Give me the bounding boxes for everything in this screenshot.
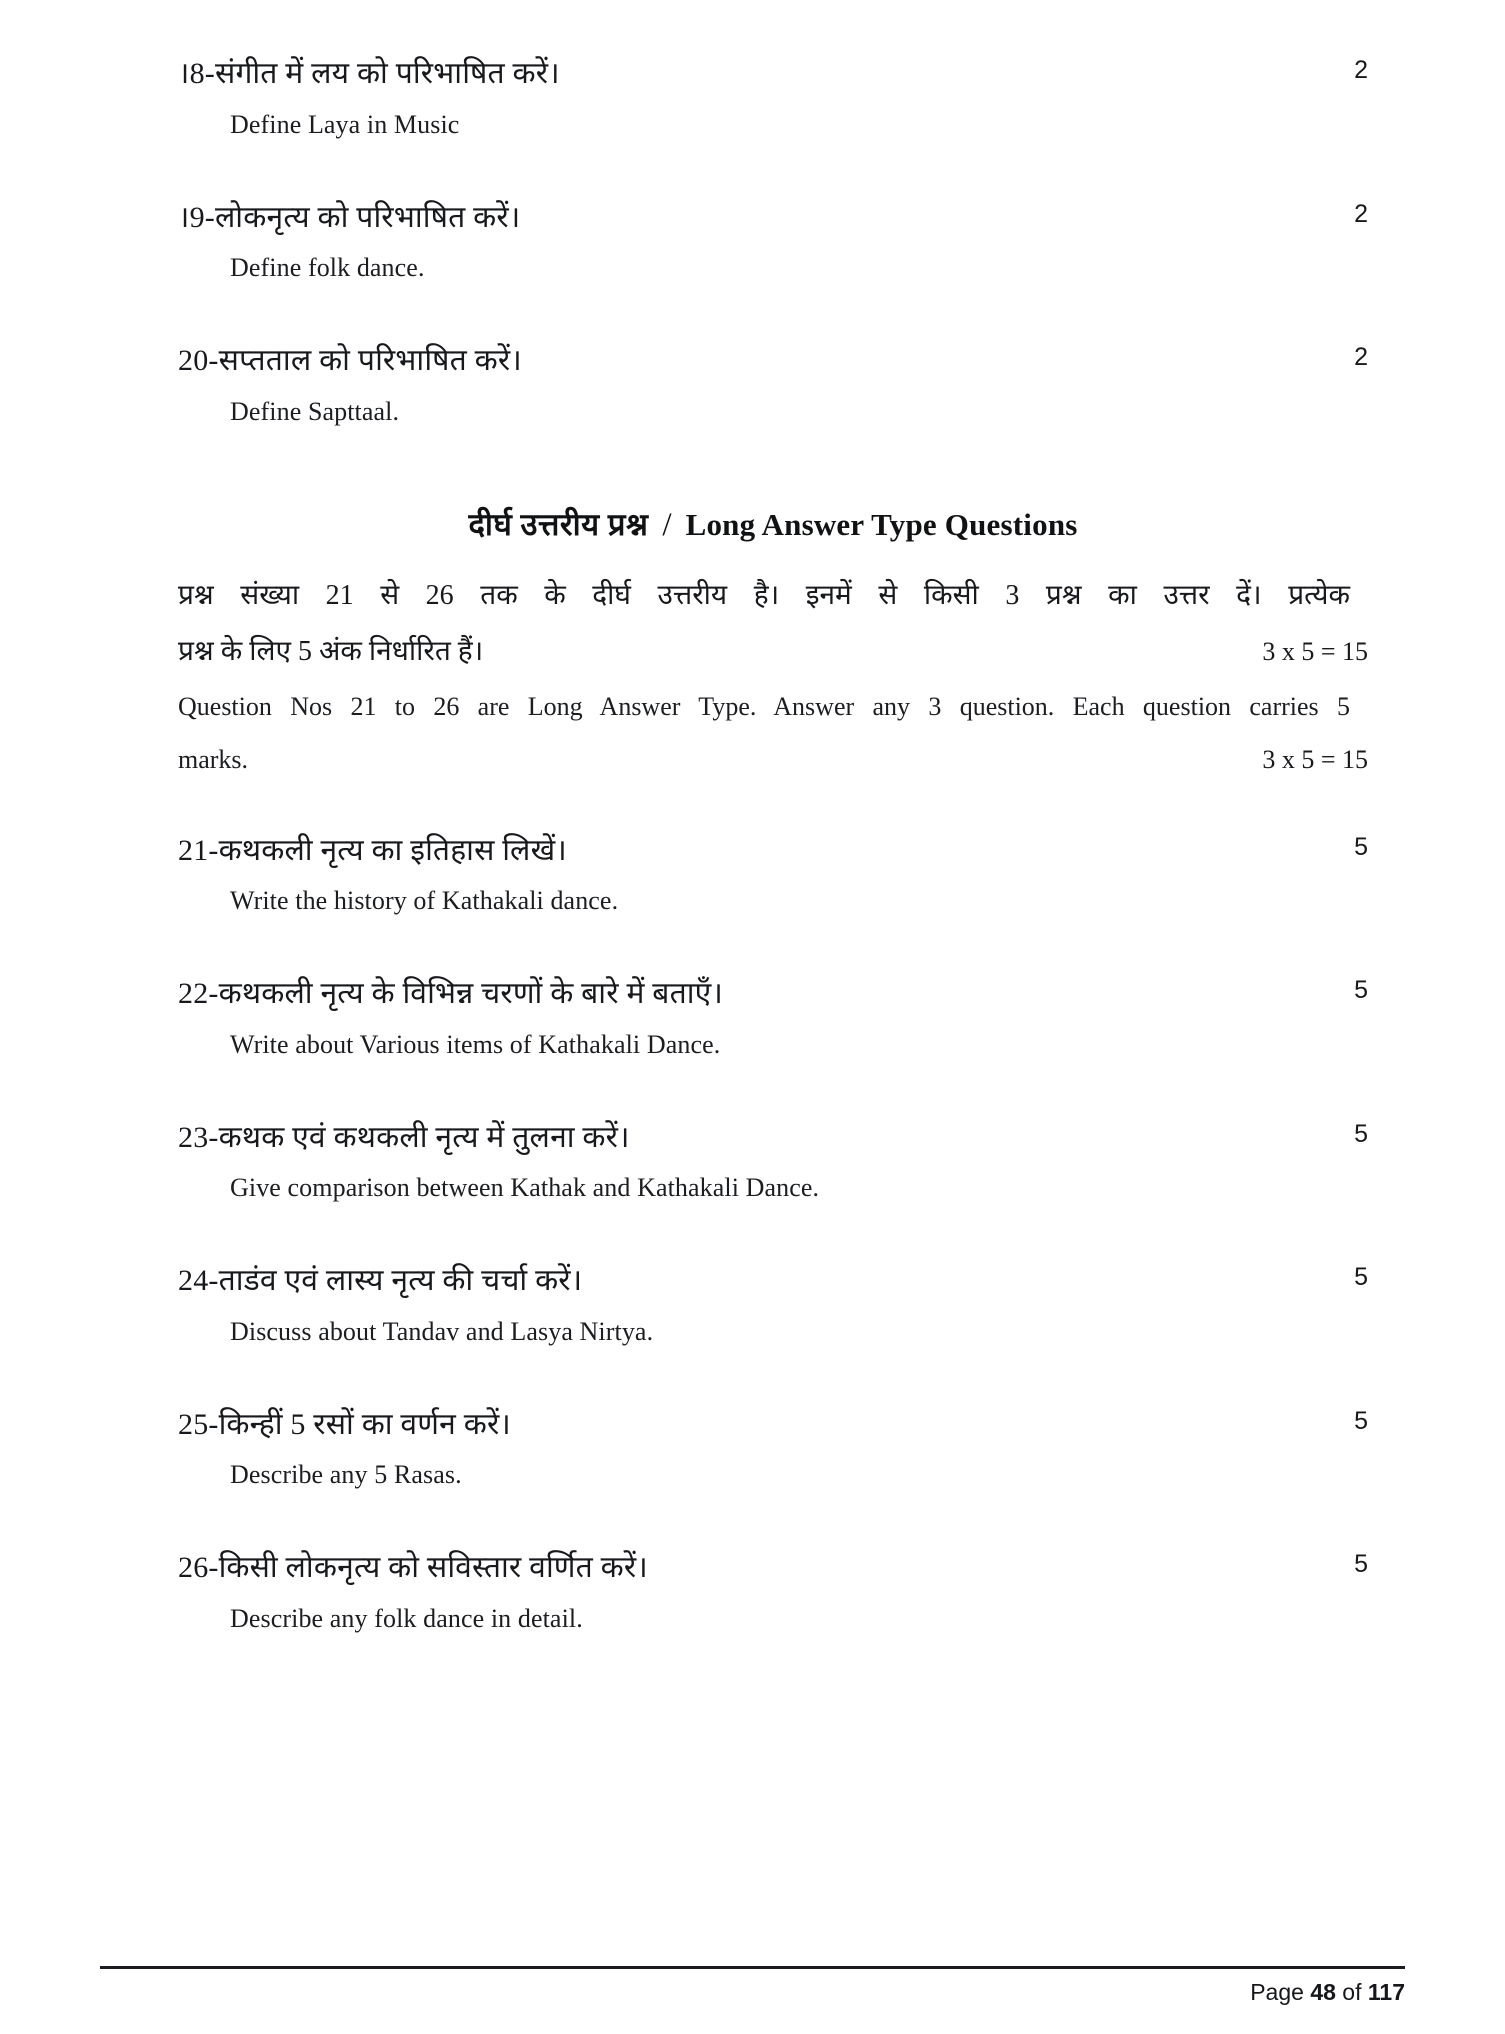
question-item [178,52,1368,140]
question-text-english: Write about Various items of Kathakali Dance. [230,1029,721,1059]
question-row [178,829,1368,873]
question-marks: 5 [1354,1263,1368,1291]
instruction-hindi-line1: प्रश्न संख्या 21 से 26 तक के दीर्घ उत्तरीय है। इनमें से किसी 3 प्रश्न का उत्तर दें। प्रत्येक [178,579,1350,611]
question-text-english: Describe any 5 Rasas. [230,1460,462,1489]
question-row [178,196,1368,240]
question-marks: 2 [1354,199,1368,228]
instruction-english-line1: Question Nos 21 to 26 are Long Answer Type. Answer any 3 question. Each question carries 5 [178,691,1350,721]
page-footer [100,1966,1405,2006]
question-marks: 5 [1354,832,1368,861]
instruction-english-line2: marks. [178,744,249,774]
question-marks: 5 [1354,1119,1368,1148]
question-row [178,339,1368,383]
question-row [178,1259,1368,1303]
question-row [178,52,1368,96]
instruction-line [178,631,1368,673]
question-text-english: Define Laya in Music [230,109,460,139]
question-marks: 2 [1354,343,1368,371]
page-number-label [100,1979,1405,2006]
footer-divider [100,1966,1405,1969]
question-row [178,972,1368,1016]
instruction-hindi-line2: प्रश्न के लिए 5 अंक निर्धारित हैं। [178,635,484,667]
question-text-english: Give comparison between Kathak and Kathakali Dance. [230,1173,820,1202]
footer-prefix: Page [1250,1979,1311,2005]
page-content [178,0,1368,1668]
question-marks: 5 [1354,1550,1368,1578]
question-text-hindi: 21-कथकली नृत्य का इतिहास लिखें। [178,833,567,867]
question-row [178,1403,1368,1447]
question-text-english: Discuss about Tandav and Lasya Nirtya. [230,1316,654,1346]
question-marks: 5 [1354,976,1368,1004]
question-item [178,196,1368,284]
question-text-english: Define folk dance. [230,253,425,282]
question-item [178,1403,1368,1491]
question-text-hindi: 25-किन्हीं 5 रसों का वर्णन करें। [178,1407,511,1441]
question-text-hindi: ।8-संगीत में लय को परिभाषित करें। [178,57,560,90]
question-item [178,339,1368,427]
instruction-english-marks: 3 x 5 = 15 [1262,744,1368,774]
question-text-hindi: 20-सप्तताल को परिभाषित करें। [178,344,522,377]
question-marks: 5 [1354,1406,1368,1435]
question-text-hindi: 22-कथकली नृत्य के विभिन्न चरणों के बारे में बताएँ। [178,977,724,1010]
footer-middle: of [1335,1979,1368,2005]
question-text-hindi: ।9-लोकनृत्य को परिभाषित करें। [178,200,521,234]
instruction-line [178,575,1368,617]
question-text-english: Define Sapttaal. [230,396,400,426]
instruction-line [178,740,1368,779]
section-instructions [178,575,1368,779]
question-text-english: Describe any folk dance in detail. [230,1603,583,1633]
question-row [178,1116,1368,1160]
section-heading [178,503,1368,545]
question-marks: 2 [1354,56,1368,84]
question-item [178,1259,1368,1347]
footer-current-page: 48 [1310,1979,1336,2005]
instruction-line [178,687,1368,726]
question-text-hindi: 23-कथक एवं कथकली नृत्य में तुलना करें। [178,1120,630,1154]
question-row [178,1546,1368,1590]
section-heading-separator: / [662,506,672,543]
instruction-hindi-marks: 3 x 5 = 15 [1262,636,1368,666]
section-heading-hindi: दीर्घ उत्तरीय प्रश्न [468,506,649,542]
footer-total-pages: 117 [1367,1979,1405,2005]
question-item [178,829,1368,917]
section-heading-english: Long Answer Type Questions [685,506,1078,542]
question-text-hindi: 26-किसी लोकनृत्य को सविस्तार वर्णित करें। [178,1551,648,1584]
question-text-hindi: 24-ताडंव एवं लास्य नृत्य की चर्चा करें। [178,1264,583,1297]
question-item [178,1546,1368,1634]
question-item [178,972,1368,1060]
question-text-english: Write the history of Kathakali dance. [230,886,619,915]
question-item [178,1116,1368,1204]
